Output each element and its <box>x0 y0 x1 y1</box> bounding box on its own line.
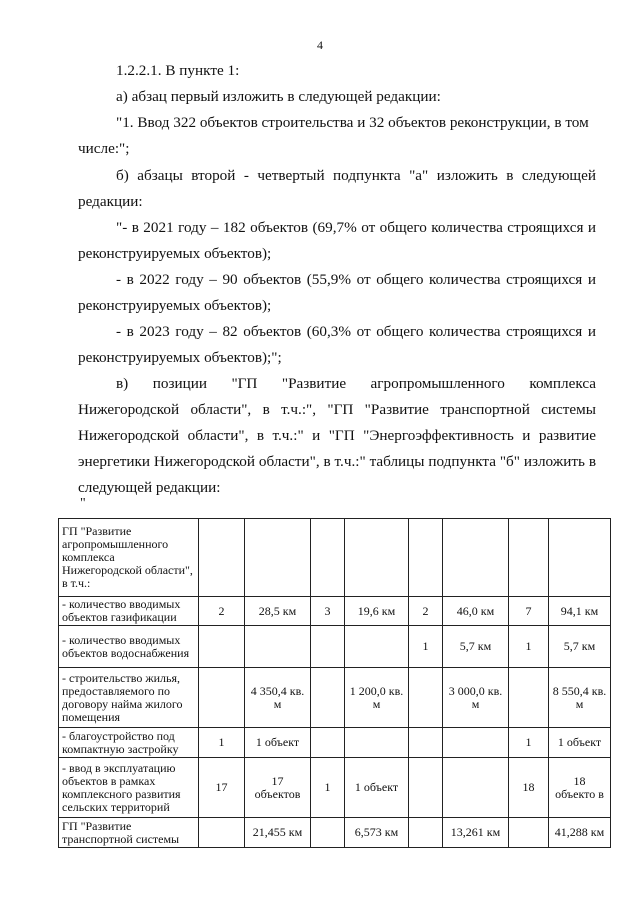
cell <box>245 626 311 668</box>
paragraph-p8 <box>116 371 596 397</box>
table-row <box>59 668 611 728</box>
cell <box>199 668 245 728</box>
cell <box>345 728 409 758</box>
cell: 1 объект <box>245 728 311 758</box>
paragraph-p4-cont <box>78 189 143 215</box>
cell <box>509 818 549 848</box>
paragraph-p6-cont <box>78 293 271 319</box>
cell: 8 550,4 кв. м <box>549 668 611 728</box>
cell: 17 <box>199 758 245 818</box>
cell: 3 <box>311 597 345 626</box>
paragraph-line: - в 2022 году – 90 объектов (55,9% от общего количества строящихся и <box>116 271 596 288</box>
row-label: ГП "Развитие агропромышленного комплекса Нижегородской области", в т.ч.: <box>59 519 199 597</box>
paragraph-p5-cont <box>78 241 271 267</box>
cell <box>509 519 549 597</box>
cell: 3 000,0 кв. м <box>443 668 509 728</box>
cell: 1 <box>409 626 443 668</box>
paragraph-line: редакции: <box>78 193 143 210</box>
cell: 1 <box>199 728 245 758</box>
paragraph-line: 1.2.2.1. В пункте 1: <box>116 62 240 79</box>
paragraph-p6 <box>116 267 596 293</box>
paragraph-line: энергетики Нижегородской области", в т.ч.:" таблицы подпункта "б" изложить в <box>78 453 596 470</box>
paragraph-p7-cont <box>78 345 282 371</box>
row-label: - ввод в эксплуатацию объектов в рамках комплексного развития сельских территорий <box>59 758 199 818</box>
cell: 5,7 км <box>549 626 611 668</box>
paragraph-p7 <box>116 319 596 345</box>
paragraph-p8-cont-2 <box>78 423 596 449</box>
cell <box>311 728 345 758</box>
table-row <box>59 597 611 626</box>
paragraph-line: Нижегородской области", в т.ч.:", "ГП "Развитие транспортной системы <box>78 401 596 418</box>
paragraph-line: следующей редакции: <box>78 479 221 496</box>
cell: 18 <box>509 758 549 818</box>
table-row <box>59 519 611 597</box>
paragraph-line: - в 2023 году – 82 объектов (60,3% от общего количества строящихся и <box>116 323 596 340</box>
cell <box>311 626 345 668</box>
table-open-quote: " <box>80 496 86 511</box>
paragraph-line: "1. Ввод 322 объектов строительства и 32 объектов реконструкции, в том <box>116 114 589 131</box>
cell <box>509 668 549 728</box>
paragraph-p8-cont-3 <box>78 449 596 475</box>
paragraph-p8-cont-4 <box>78 475 220 501</box>
paragraph-p3-cont <box>78 136 129 162</box>
cell: 4 350,4 кв. м <box>245 668 311 728</box>
cell <box>443 519 509 597</box>
row-label: - количество вводимых объектов водоснабжения <box>59 626 199 668</box>
cell: 21,455 км <box>245 818 311 848</box>
cell <box>409 728 443 758</box>
cell: 46,0 км <box>443 597 509 626</box>
paragraph-line: в) позиции "ГП "Развитие агропромышленного комплекса <box>116 375 596 392</box>
table-row <box>59 758 611 818</box>
cell: 41,288 км <box>549 818 611 848</box>
cell: 2 <box>199 597 245 626</box>
cell: 7 <box>509 597 549 626</box>
cell: 1 <box>509 626 549 668</box>
cell: 5,7 км <box>443 626 509 668</box>
cell: 6,573 км <box>345 818 409 848</box>
cell: 19,6 км <box>345 597 409 626</box>
table-row <box>59 728 611 758</box>
cell <box>549 519 611 597</box>
row-label: - количество вводимых объектов газификации <box>59 597 199 626</box>
paragraph-line: числе:"; <box>78 140 130 157</box>
paragraph-line: а) абзац первый изложить в следующей редакции: <box>116 88 441 105</box>
cell <box>199 519 245 597</box>
cell <box>409 519 443 597</box>
row-label: - строительство жилья, предоставляемого по договору найма жилого помещения <box>59 668 199 728</box>
paragraph-line: "- в 2021 году – 182 объектов (69,7% от общего количества строящихся и <box>116 219 596 236</box>
cell: 94,1 км <box>549 597 611 626</box>
table-row <box>59 818 611 848</box>
cell <box>199 818 245 848</box>
row-label: ГП "Развитие транспортной системы <box>59 818 199 848</box>
page-number: 4 <box>317 38 323 52</box>
paragraph-line: реконструируемых объектов); <box>78 245 272 262</box>
cell <box>245 519 311 597</box>
paragraph-line: реконструируемых объектов); <box>78 297 272 314</box>
paragraph-p3 <box>116 110 596 136</box>
cell <box>199 626 245 668</box>
cell: 2 <box>409 597 443 626</box>
cell: 1 объект <box>549 728 611 758</box>
cell <box>443 728 509 758</box>
data-table <box>58 518 611 848</box>
paragraph-line: реконструируемых объектов);"; <box>78 349 282 366</box>
cell <box>345 626 409 668</box>
paragraph-line: Нижегородской области", в т.ч.:" и "ГП "Энергоэффективность и развитие <box>78 427 596 444</box>
cell: 28,5 км <box>245 597 311 626</box>
cell <box>409 758 443 818</box>
table-row <box>59 626 611 668</box>
paragraph-line: б) абзацы второй - четвертый подпункта "а" изложить в следующей <box>116 167 596 184</box>
paragraph-p1 <box>116 58 239 84</box>
cell <box>311 668 345 728</box>
cell <box>345 519 409 597</box>
row-label: - благоустройство под компактную застройку <box>59 728 199 758</box>
cell <box>443 758 509 818</box>
cell: 18 объекто в <box>549 758 611 818</box>
cell: 13,261 км <box>443 818 509 848</box>
cell: 17 объектов <box>245 758 311 818</box>
cell <box>409 818 443 848</box>
paragraph-p5 <box>116 215 596 241</box>
paragraph-p8-cont-1 <box>78 397 596 423</box>
cell <box>311 818 345 848</box>
paragraph-p2 <box>116 84 441 110</box>
cell <box>311 519 345 597</box>
paragraph-p4 <box>116 163 596 189</box>
cell: 1 <box>311 758 345 818</box>
cell: 1 <box>509 728 549 758</box>
cell: 1 200,0 кв. м <box>345 668 409 728</box>
cell: 1 объект <box>345 758 409 818</box>
cell <box>409 668 443 728</box>
